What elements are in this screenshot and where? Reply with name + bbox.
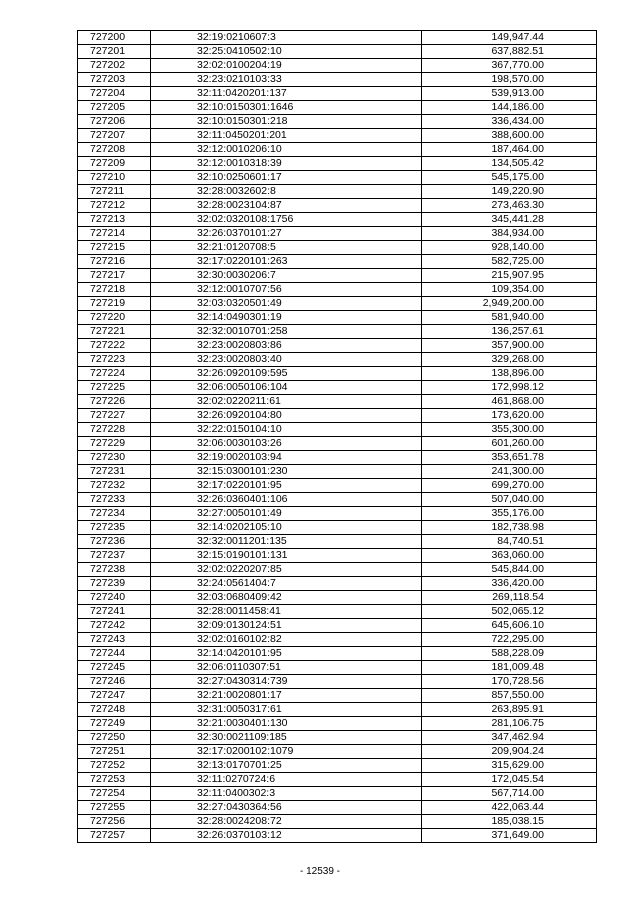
amount-cell: 581,940.00 <box>422 311 597 325</box>
cadastral-number-cell: 32:17:0200102:1079 <box>151 745 422 759</box>
row-number-cell: 727209 <box>78 157 151 171</box>
cadastral-number-cell: 32:03:0680409:42 <box>151 591 422 605</box>
cadastral-number-cell: 32:22:0150104:10 <box>151 423 422 437</box>
row-number-cell: 727256 <box>78 815 151 829</box>
row-number-cell: 727213 <box>78 213 151 227</box>
table-row <box>78 59 597 73</box>
table-row <box>78 409 597 423</box>
cadastral-number-cell: 32:12:0010318:39 <box>151 157 422 171</box>
table-row <box>78 45 597 59</box>
table-row <box>78 577 597 591</box>
cadastral-number-cell: 32:21:0020801:17 <box>151 689 422 703</box>
table-row <box>78 311 597 325</box>
table-row <box>78 829 597 843</box>
cadastral-number-cell: 32:15:0300101:230 <box>151 465 422 479</box>
cadastral-number-cell: 32:28:0032602:8 <box>151 185 422 199</box>
table-row <box>78 731 597 745</box>
registry-table <box>77 30 597 843</box>
cadastral-number-cell: 32:14:0420101:95 <box>151 647 422 661</box>
row-number-cell: 727204 <box>78 87 151 101</box>
table-row <box>78 367 597 381</box>
amount-cell: 545,175.00 <box>422 171 597 185</box>
table-row <box>78 395 597 409</box>
table-row <box>78 451 597 465</box>
table-row <box>78 143 597 157</box>
cadastral-number-cell: 32:32:0011201:135 <box>151 535 422 549</box>
table-row <box>78 773 597 787</box>
amount-cell: 215,907.95 <box>422 269 597 283</box>
cadastral-number-cell: 32:02:0220207:85 <box>151 563 422 577</box>
row-number-cell: 727249 <box>78 717 151 731</box>
row-number-cell: 727205 <box>78 101 151 115</box>
cadastral-number-cell: 32:32:0010701:258 <box>151 325 422 339</box>
row-number-cell: 727220 <box>78 311 151 325</box>
table-row <box>78 647 597 661</box>
cadastral-number-cell: 32:13:0170701:25 <box>151 759 422 773</box>
cadastral-number-cell: 32:23:0020803:86 <box>151 339 422 353</box>
cadastral-number-cell: 32:02:0100204:19 <box>151 59 422 73</box>
amount-cell: 170,728.56 <box>422 675 597 689</box>
table-row <box>78 115 597 129</box>
amount-cell: 363,060.00 <box>422 549 597 563</box>
amount-cell: 263,895.91 <box>422 703 597 717</box>
table-row <box>78 479 597 493</box>
table-body <box>78 31 597 843</box>
table-row <box>78 745 597 759</box>
cadastral-number-cell: 32:25:0410502:10 <box>151 45 422 59</box>
cadastral-number-cell: 32:28:0011458:41 <box>151 605 422 619</box>
table-row <box>78 437 597 451</box>
cadastral-number-cell: 32:06:0110307:51 <box>151 661 422 675</box>
cadastral-number-cell: 32:14:0490301:19 <box>151 311 422 325</box>
cadastral-number-cell: 32:02:0320108:1756 <box>151 213 422 227</box>
cadastral-number-cell: 32:21:0120708:5 <box>151 241 422 255</box>
table-row <box>78 381 597 395</box>
table-row <box>78 31 597 45</box>
row-number-cell: 727238 <box>78 563 151 577</box>
amount-cell: 138,896.00 <box>422 367 597 381</box>
row-number-cell: 727229 <box>78 437 151 451</box>
amount-cell: 502,065.12 <box>422 605 597 619</box>
amount-cell: 371,649.00 <box>422 829 597 843</box>
amount-cell: 187,464.00 <box>422 143 597 157</box>
cadastral-number-cell: 32:28:0023104:87 <box>151 199 422 213</box>
table-row <box>78 241 597 255</box>
amount-cell: 84,740.51 <box>422 535 597 549</box>
amount-cell: 367,770.00 <box>422 59 597 73</box>
row-number-cell: 727222 <box>78 339 151 353</box>
cadastral-number-cell: 32:02:0160102:82 <box>151 633 422 647</box>
row-number-cell: 727224 <box>78 367 151 381</box>
table-row <box>78 157 597 171</box>
row-number-cell: 727208 <box>78 143 151 157</box>
table-row <box>78 605 597 619</box>
cadastral-number-cell: 32:06:0030103:26 <box>151 437 422 451</box>
cadastral-number-cell: 32:11:0400302:3 <box>151 787 422 801</box>
amount-cell: 601,260.00 <box>422 437 597 451</box>
amount-cell: 722,295.00 <box>422 633 597 647</box>
row-number-cell: 727241 <box>78 605 151 619</box>
amount-cell: 315,629.00 <box>422 759 597 773</box>
row-number-cell: 727237 <box>78 549 151 563</box>
table-row <box>78 171 597 185</box>
amount-cell: 928,140.00 <box>422 241 597 255</box>
row-number-cell: 727212 <box>78 199 151 213</box>
table-row <box>78 675 597 689</box>
row-number-cell: 727236 <box>78 535 151 549</box>
cadastral-number-cell: 32:06:0050106:104 <box>151 381 422 395</box>
amount-cell: 198,570.00 <box>422 73 597 87</box>
table-row <box>78 717 597 731</box>
cadastral-number-cell: 32:28:0024208:72 <box>151 815 422 829</box>
row-number-cell: 727226 <box>78 395 151 409</box>
row-number-cell: 727252 <box>78 759 151 773</box>
row-number-cell: 727228 <box>78 423 151 437</box>
row-number-cell: 727245 <box>78 661 151 675</box>
amount-cell: 181,009.48 <box>422 661 597 675</box>
cadastral-number-cell: 32:10:0250601:17 <box>151 171 422 185</box>
amount-cell: 588,228.09 <box>422 647 597 661</box>
row-number-cell: 727246 <box>78 675 151 689</box>
amount-cell: 699,270.00 <box>422 479 597 493</box>
row-number-cell: 727225 <box>78 381 151 395</box>
cadastral-number-cell: 32:11:0270724:6 <box>151 773 422 787</box>
amount-cell: 422,063.44 <box>422 801 597 815</box>
cadastral-number-cell: 32:26:0920109:595 <box>151 367 422 381</box>
cadastral-number-cell: 32:21:0030401:130 <box>151 717 422 731</box>
cadastral-number-cell: 32:14:0202105:10 <box>151 521 422 535</box>
row-number-cell: 727232 <box>78 479 151 493</box>
row-number-cell: 727221 <box>78 325 151 339</box>
table-row <box>78 633 597 647</box>
cadastral-number-cell: 32:09:0130124:51 <box>151 619 422 633</box>
amount-cell: 149,947.44 <box>422 31 597 45</box>
amount-cell: 172,998.12 <box>422 381 597 395</box>
row-number-cell: 727215 <box>78 241 151 255</box>
amount-cell: 545,844.00 <box>422 563 597 577</box>
table-row <box>78 801 597 815</box>
table-row <box>78 353 597 367</box>
cadastral-number-cell: 32:26:0920104:80 <box>151 409 422 423</box>
amount-cell: 507,040.00 <box>422 493 597 507</box>
table-row <box>78 87 597 101</box>
row-number-cell: 727239 <box>78 577 151 591</box>
cadastral-number-cell: 32:30:0030206:7 <box>151 269 422 283</box>
page-number: - 12539 - <box>299 866 341 877</box>
row-number-cell: 727227 <box>78 409 151 423</box>
amount-cell: 269,118.54 <box>422 591 597 605</box>
row-number-cell: 727233 <box>78 493 151 507</box>
table-row <box>78 521 597 535</box>
row-number-cell: 727214 <box>78 227 151 241</box>
amount-cell: 273,463.30 <box>422 199 597 213</box>
amount-cell: 173,620.00 <box>422 409 597 423</box>
cadastral-number-cell: 32:27:0430364:56 <box>151 801 422 815</box>
amount-cell: 241,300.00 <box>422 465 597 479</box>
amount-cell: 645,606.10 <box>422 619 597 633</box>
table-row <box>78 465 597 479</box>
row-number-cell: 727251 <box>78 745 151 759</box>
cadastral-number-cell: 32:23:0020803:40 <box>151 353 422 367</box>
table-row <box>78 591 597 605</box>
cadastral-number-cell: 32:27:0050101:49 <box>151 507 422 521</box>
cadastral-number-cell: 32:23:0210103:33 <box>151 73 422 87</box>
row-number-cell: 727244 <box>78 647 151 661</box>
amount-cell: 353,651.78 <box>422 451 597 465</box>
cadastral-number-cell: 32:26:0370101:27 <box>151 227 422 241</box>
table-row <box>78 185 597 199</box>
table-row <box>78 535 597 549</box>
table-row <box>78 255 597 269</box>
row-number-cell: 727200 <box>78 31 151 45</box>
amount-cell: 567,714.00 <box>422 787 597 801</box>
row-number-cell: 727235 <box>78 521 151 535</box>
amount-cell: 388,600.00 <box>422 129 597 143</box>
table-row <box>78 339 597 353</box>
table-row <box>78 759 597 773</box>
cadastral-number-cell: 32:10:0150301:218 <box>151 115 422 129</box>
table-row <box>78 563 597 577</box>
amount-cell: 347,462.94 <box>422 731 597 745</box>
cadastral-number-cell: 32:19:0020103:94 <box>151 451 422 465</box>
cadastral-number-cell: 32:03:0320501:49 <box>151 297 422 311</box>
cadastral-number-cell: 32:26:0360401:106 <box>151 493 422 507</box>
row-number-cell: 727202 <box>78 59 151 73</box>
row-number-cell: 727219 <box>78 297 151 311</box>
table-row <box>78 787 597 801</box>
table-row <box>78 73 597 87</box>
row-number-cell: 727247 <box>78 689 151 703</box>
row-number-cell: 727242 <box>78 619 151 633</box>
row-number-cell: 727240 <box>78 591 151 605</box>
cadastral-number-cell: 32:11:0450201:201 <box>151 129 422 143</box>
table-row <box>78 129 597 143</box>
row-number-cell: 727223 <box>78 353 151 367</box>
row-number-cell: 727254 <box>78 787 151 801</box>
amount-cell: 136,257.61 <box>422 325 597 339</box>
row-number-cell: 727206 <box>78 115 151 129</box>
cadastral-number-cell: 32:12:0010206:10 <box>151 143 422 157</box>
cadastral-number-cell: 32:26:0370103:12 <box>151 829 422 843</box>
table-row <box>78 661 597 675</box>
amount-cell: 144,186.00 <box>422 101 597 115</box>
row-number-cell: 727253 <box>78 773 151 787</box>
amount-cell: 172,045.54 <box>422 773 597 787</box>
table-row <box>78 101 597 115</box>
row-number-cell: 727216 <box>78 255 151 269</box>
table-row <box>78 297 597 311</box>
cadastral-number-cell: 32:15:0190101:131 <box>151 549 422 563</box>
row-number-cell: 727210 <box>78 171 151 185</box>
table-row <box>78 689 597 703</box>
row-number-cell: 727248 <box>78 703 151 717</box>
table-row <box>78 283 597 297</box>
row-number-cell: 727255 <box>78 801 151 815</box>
cadastral-number-cell: 32:24:0561404:7 <box>151 577 422 591</box>
amount-cell: 384,934.00 <box>422 227 597 241</box>
row-number-cell: 727230 <box>78 451 151 465</box>
cadastral-number-cell: 32:27:0430314:739 <box>151 675 422 689</box>
amount-cell: 281,106.75 <box>422 717 597 731</box>
amount-cell: 336,434.00 <box>422 115 597 129</box>
table-row <box>78 227 597 241</box>
row-number-cell: 727231 <box>78 465 151 479</box>
table-row <box>78 619 597 633</box>
row-number-cell: 727234 <box>78 507 151 521</box>
table-row <box>78 269 597 283</box>
cadastral-number-cell: 32:30:0021109:185 <box>151 731 422 745</box>
row-number-cell: 727217 <box>78 269 151 283</box>
cadastral-number-cell: 32:02:0220211:61 <box>151 395 422 409</box>
row-number-cell: 727250 <box>78 731 151 745</box>
amount-cell: 185,038.15 <box>422 815 597 829</box>
table-row <box>78 815 597 829</box>
table-row <box>78 703 597 717</box>
amount-cell: 355,300.00 <box>422 423 597 437</box>
row-number-cell: 727211 <box>78 185 151 199</box>
cadastral-number-cell: 32:12:0010707:56 <box>151 283 422 297</box>
amount-cell: 539,913.00 <box>422 87 597 101</box>
amount-cell: 134,505.42 <box>422 157 597 171</box>
amount-cell: 345,441.28 <box>422 213 597 227</box>
amount-cell: 329,268.00 <box>422 353 597 367</box>
cadastral-number-cell: 32:10:0150301:1646 <box>151 101 422 115</box>
amount-cell: 336,420.00 <box>422 577 597 591</box>
row-number-cell: 727243 <box>78 633 151 647</box>
row-number-cell: 727218 <box>78 283 151 297</box>
cadastral-number-cell: 32:17:0220101:95 <box>151 479 422 493</box>
cadastral-number-cell: 32:11:0420201:137 <box>151 87 422 101</box>
table-row <box>78 493 597 507</box>
cadastral-number-cell: 32:19:0210607:3 <box>151 31 422 45</box>
table-row <box>78 549 597 563</box>
amount-cell: 637,882.51 <box>422 45 597 59</box>
row-number-cell: 727203 <box>78 73 151 87</box>
table-row <box>78 325 597 339</box>
amount-cell: 149,220.90 <box>422 185 597 199</box>
amount-cell: 109,354.00 <box>422 283 597 297</box>
table-row <box>78 213 597 227</box>
row-number-cell: 727207 <box>78 129 151 143</box>
amount-cell: 357,900.00 <box>422 339 597 353</box>
row-number-cell: 727201 <box>78 45 151 59</box>
amount-cell: 857,550.00 <box>422 689 597 703</box>
row-number-cell: 727257 <box>78 829 151 843</box>
cadastral-number-cell: 32:31:0050317:61 <box>151 703 422 717</box>
amount-cell: 209,904.24 <box>422 745 597 759</box>
cadastral-number-cell: 32:17:0220101:263 <box>151 255 422 269</box>
table-row <box>78 423 597 437</box>
table-row <box>78 199 597 213</box>
table-row <box>78 507 597 521</box>
amount-cell: 461,868.00 <box>422 395 597 409</box>
amount-cell: 2,949,200.00 <box>422 297 597 311</box>
amount-cell: 355,176.00 <box>422 507 597 521</box>
amount-cell: 182,738.98 <box>422 521 597 535</box>
amount-cell: 582,725.00 <box>422 255 597 269</box>
